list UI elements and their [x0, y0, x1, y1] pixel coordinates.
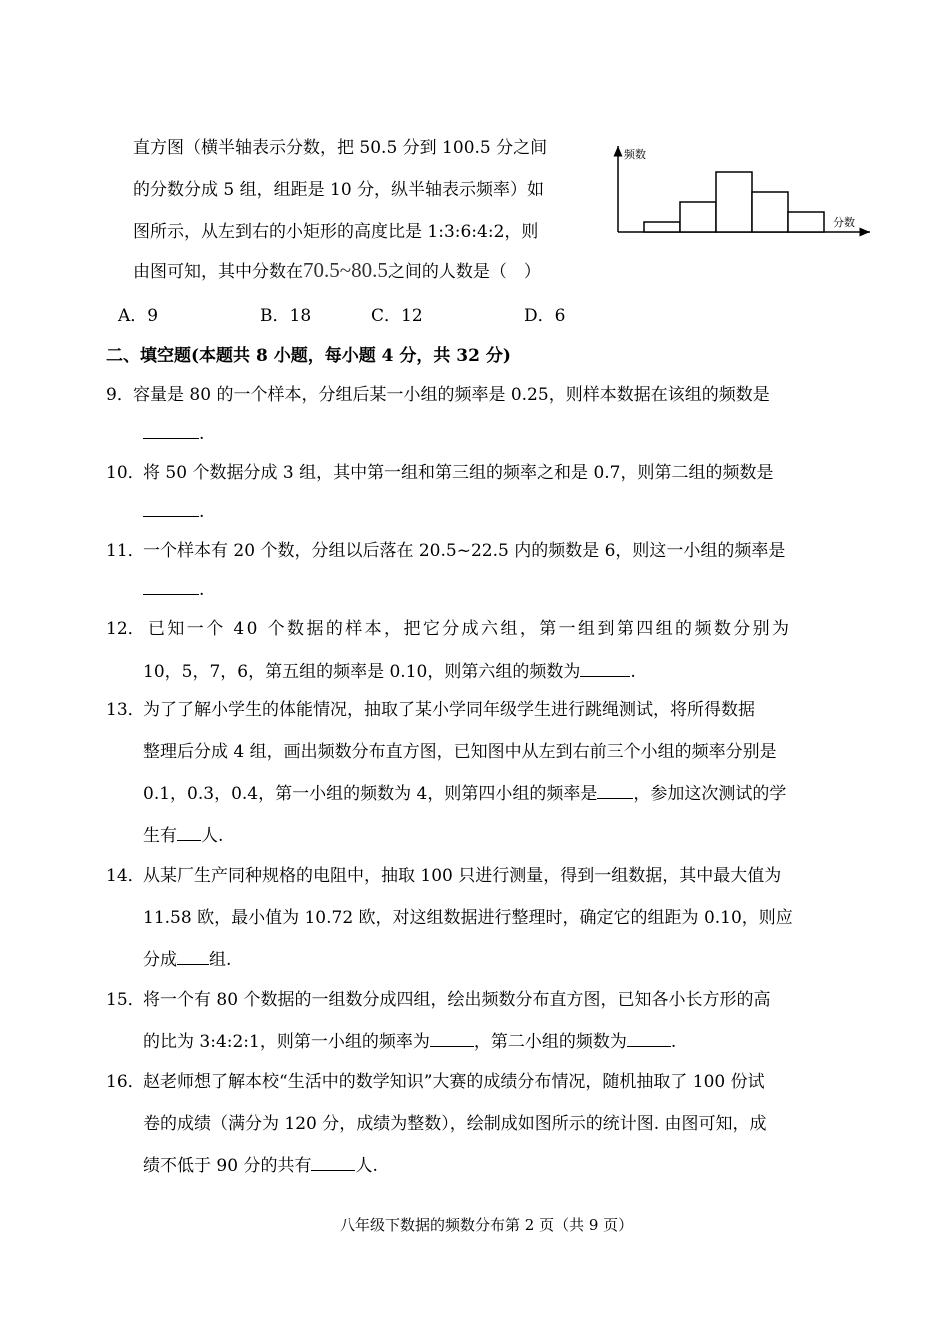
q13-text-4: 生有 人. — [143, 821, 223, 846]
q12-text-2: 10，5，7，6，第五组的频率是 0.10，则第六组的频数为 . — [143, 657, 636, 682]
q12-text-1: 已知一个 40 个数据的样本，把它分成六组，第一组到第四组的频数分别为 — [148, 619, 792, 639]
q15-text-1: 将一个有 80 个数据的一组数分成四组，绘出频数分布直方图，已知各小长方形的高 — [143, 990, 771, 1010]
q8-line-4-after: 之间的人数是（ ） — [387, 262, 541, 282]
q8-line-4-before: 由图可知，其中分数在 — [133, 262, 303, 282]
q8-option-a[interactable]: A．9 — [118, 306, 159, 326]
q8-line-4 — [133, 257, 541, 283]
q14-text-3: 分成 组. — [143, 945, 231, 970]
histogram-bar-4 — [752, 192, 788, 232]
q16-blank[interactable] — [311, 1152, 355, 1171]
q15-text-2: 的比为 3:4:2:1，则第一小组的频率为 ，第二小组的频数为 . — [143, 1027, 676, 1052]
histogram-bar-2 — [680, 202, 716, 232]
q13-text-2: 整理后分成 4 组，画出频数分布直方图，已知图中从左到右前三个小组的频率分别是 — [143, 742, 777, 762]
histogram-bar-1 — [644, 222, 680, 232]
x-axis-label: 分数 — [833, 216, 855, 229]
q10-number: 10． — [106, 463, 145, 483]
q10-answer-line[interactable]: . — [143, 498, 204, 522]
q8-line-3: 图所示，从左到右的小矩形的高度比是 1:3:6:4:2，则 — [133, 222, 539, 242]
q11-answer-line[interactable]: . — [143, 576, 204, 600]
q8-line-1: 直方图（横半轴表示分数，把 50.5 分到 100.5 分之间 — [133, 138, 548, 158]
q8-score-range: 70.5~80.5 — [303, 258, 388, 282]
q16-text-3: 绩不低于 90 分的共有 人. — [143, 1151, 378, 1176]
q10-text: 将 50 个数据分成 3 组，其中第一组和第三组的频率之和是 0.7，则第二组的频数是 — [143, 463, 774, 483]
q16-number: 16． — [106, 1072, 145, 1092]
q13-text-3: 0.1，0.3，0.4，第一小组的频数为 4，则第四小组的频率是 ，参加这次测试的学 — [143, 779, 786, 804]
q15-blank-2[interactable] — [627, 1028, 671, 1047]
q11-number: 11． — [106, 541, 145, 561]
q14-blank[interactable] — [177, 946, 209, 965]
q14-number: 14． — [106, 866, 145, 886]
q9-answer-line[interactable]: . — [143, 420, 204, 444]
q16-text-1: 赵老师想了解本校“生活中的数学知识”大赛的成绩分布情况，随机抽取了 100 份试 — [143, 1072, 765, 1092]
q11-text: 一个样本有 20 个数，分组以后落在 20.5~22.5 内的频数是 6，则这一小组的频率是 — [143, 541, 786, 561]
q8-option-b[interactable]: B．18 — [260, 306, 312, 326]
q9-text: 容量是 80 的一个样本，分组后某一小组的频率是 0.25，则样本数据在该组的频数是 — [133, 385, 770, 405]
q14-text-1: 从某厂生产同种规格的电阻中，抽取 100 只进行测量，得到一组数据，其中最大值为 — [143, 866, 782, 886]
q12-number: 12． — [106, 619, 145, 639]
section-2-title: 二、填空题(本题共 8 小题，每小题 4 分，共 32 分) — [106, 346, 511, 366]
q13-number: 13． — [106, 700, 145, 720]
q8-histogram — [608, 140, 874, 240]
histogram-bar-3 — [716, 172, 752, 232]
y-axis-label: 频数 — [624, 148, 646, 161]
histogram-bars — [644, 172, 824, 232]
q9-number: 9． — [106, 385, 134, 405]
q8-option-c[interactable]: C．12 — [371, 306, 423, 326]
q16-text-2: 卷的成绩（满分为 120 分，成绩为整数），绘制成如图所示的统计图. 由图可知，成 — [143, 1114, 767, 1134]
q8-option-d[interactable]: D．6 — [524, 306, 566, 326]
q14-text-2: 11.58 欧，最小值为 10.72 欧，对这组数据进行整理时，确定它的组距为 0.10，则应 — [143, 908, 793, 928]
q13-blank-2[interactable] — [177, 822, 201, 841]
q13-text-1: 为了了解小学生的体能情况，抽取了某小学同年级学生进行跳绳测试，将所得数据 — [143, 700, 755, 720]
q11-blank[interactable] — [143, 576, 199, 595]
page-footer: 八年级下数据的频数分布第 2 页（共 9 页） — [340, 1216, 634, 1234]
q9-blank[interactable] — [143, 420, 199, 439]
q10-blank[interactable] — [143, 498, 199, 517]
q15-blank-1[interactable] — [430, 1028, 474, 1047]
q13-blank-1[interactable] — [597, 780, 633, 799]
q8-line-2: 的分数分成 5 组，组距是 10 分，纵半轴表示频率）如 — [133, 180, 545, 200]
q12-blank[interactable] — [580, 658, 630, 677]
histogram-bar-5 — [788, 212, 824, 232]
q15-number: 15． — [106, 990, 145, 1010]
